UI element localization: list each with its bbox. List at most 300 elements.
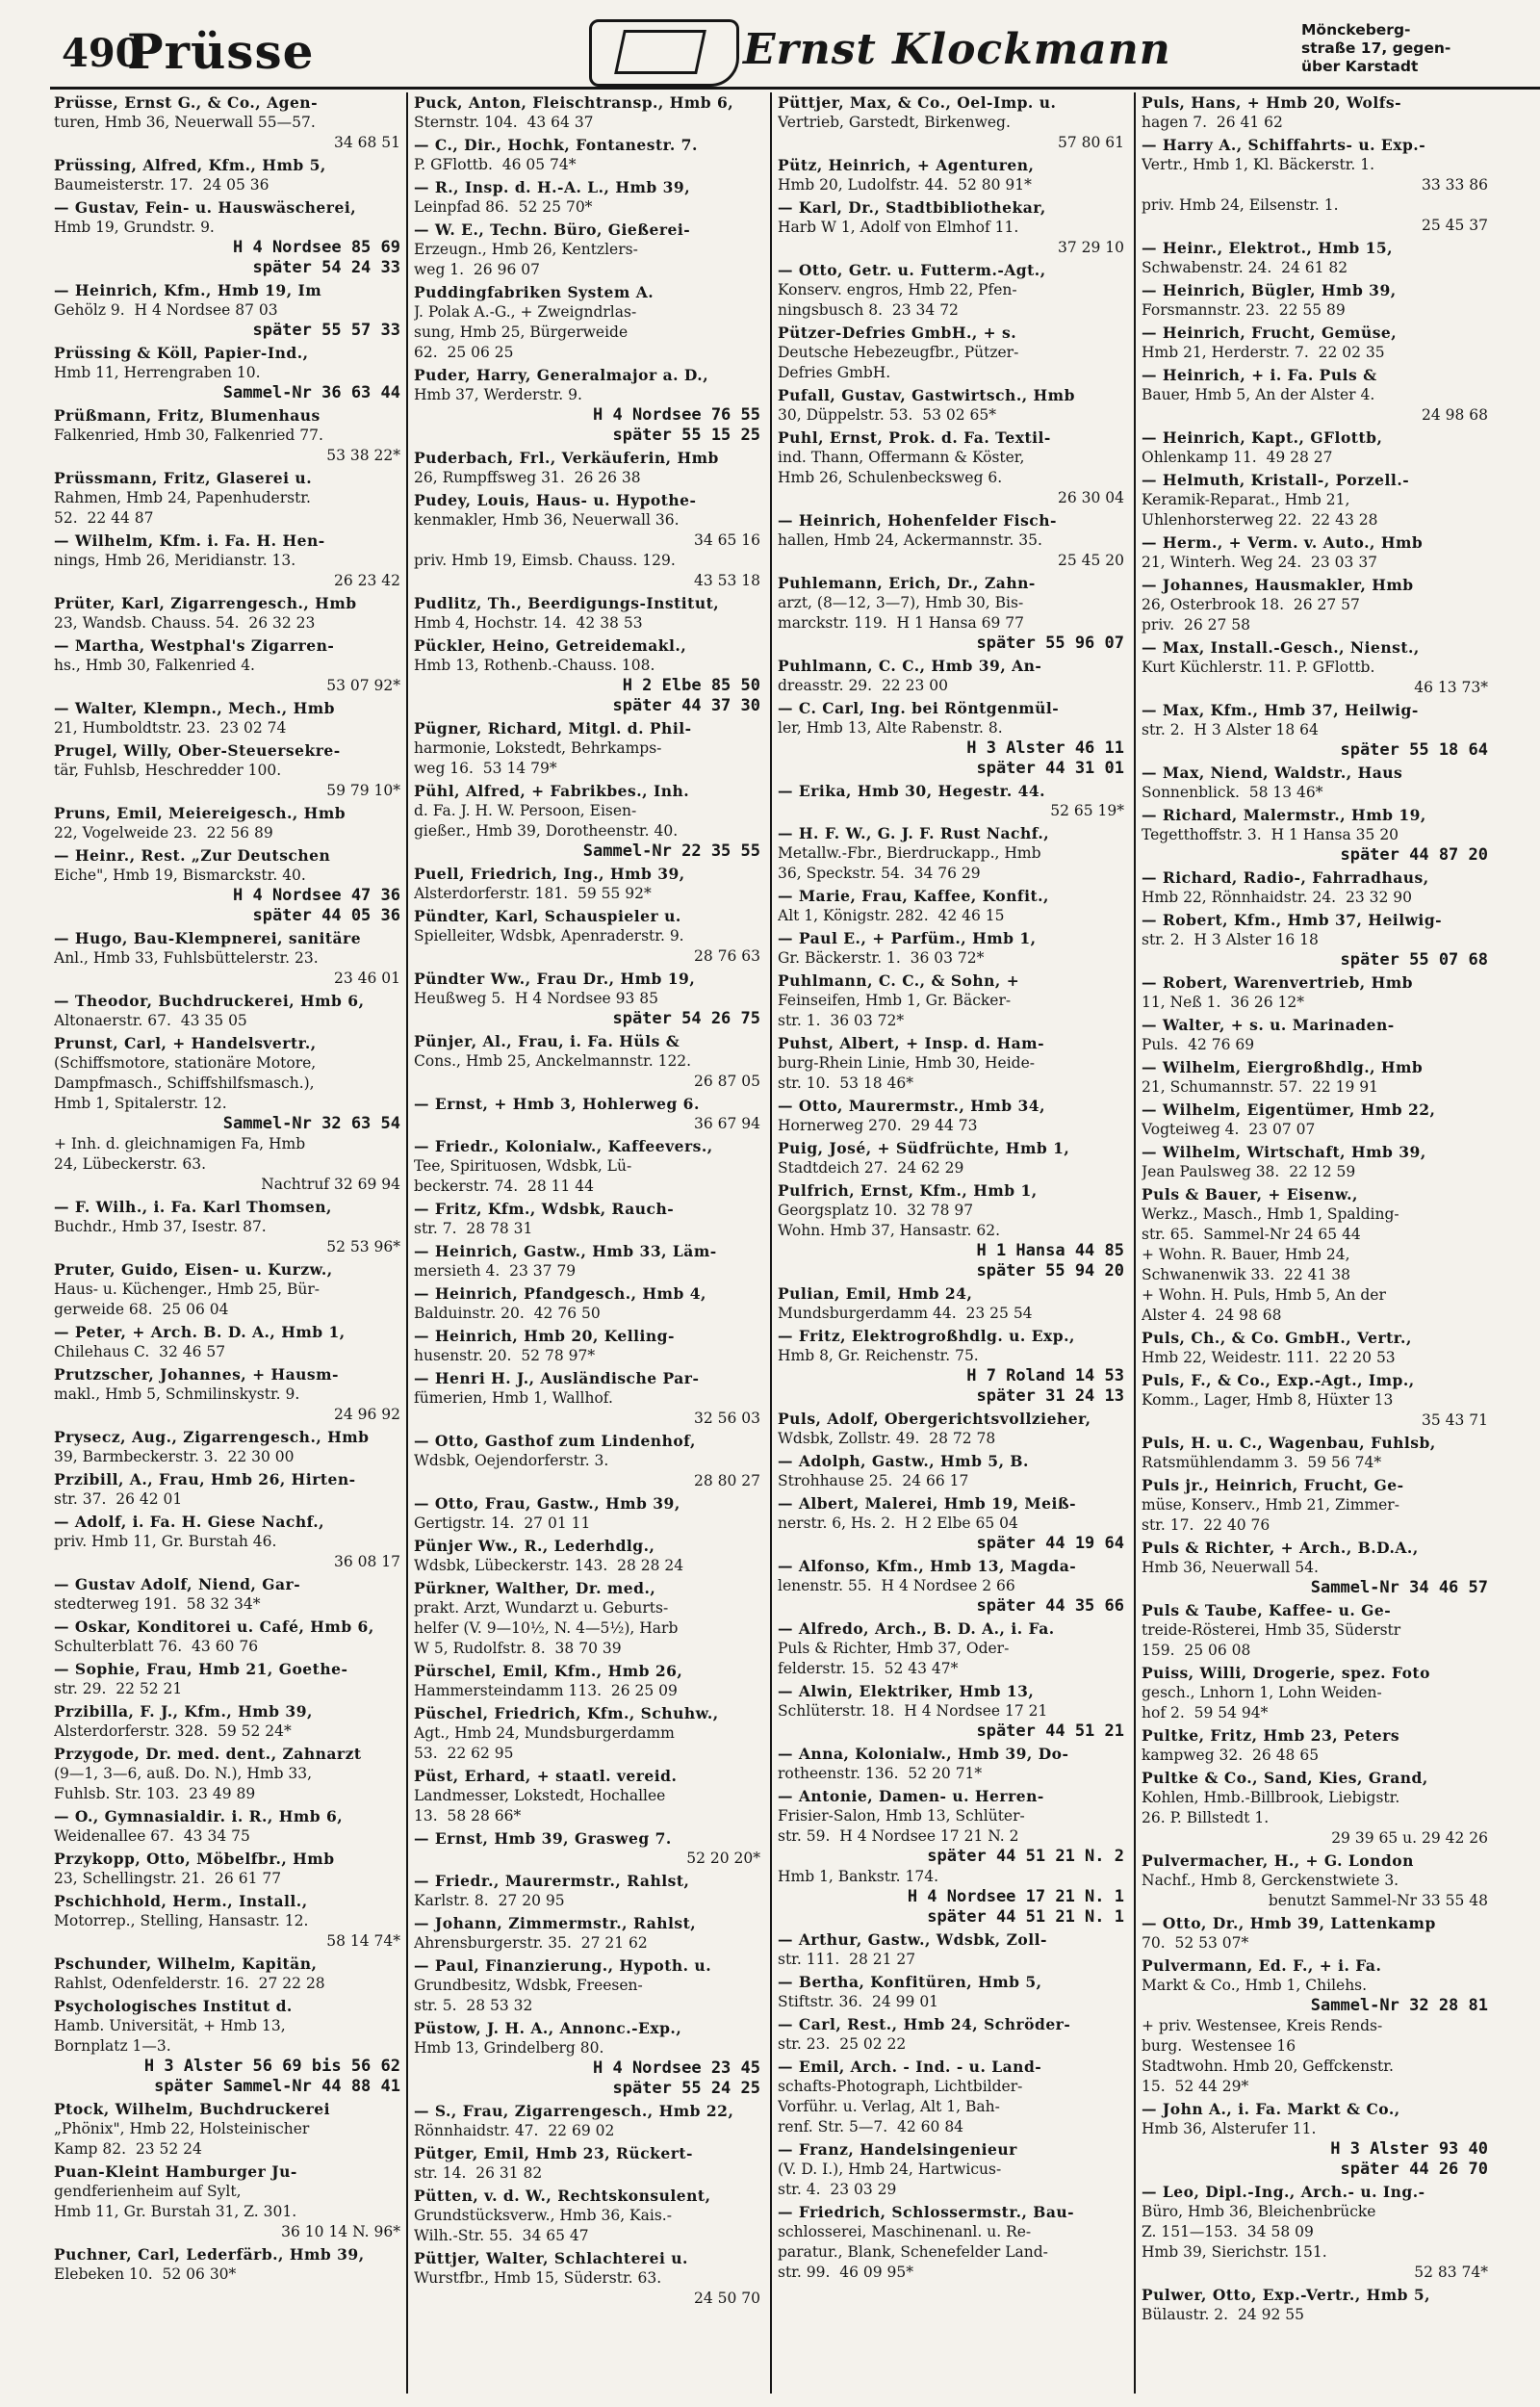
entry-line: weg 1. 26 96 07 [414,261,540,278]
entry-line: schlosserei, Maschinenanl. u. Re- [778,2223,1032,2240]
entry-line: — Heinrich, + i. Fa. Puls & [1142,366,1377,384]
directory-entry [778,2202,1124,2283]
entry-line: Wilh.-Str. 55. 34 65 47 [414,2227,589,2244]
entry-line: Hmb 19, Grundstr. 9. [54,219,215,236]
page-header [50,17,1540,90]
entry-line: Chilehaus C. 32 46 57 [54,1343,226,1360]
directory-entry [1142,1663,1488,1723]
directory-entry [1142,972,1488,1013]
entry-line: Pündter Ww., Frau Dr., Hmb 19, [414,970,696,988]
entry-line: — Harry A., Schiffahrts- u. Exp.- [1142,136,1426,154]
entry-line: 36 08 17 [333,1553,400,1570]
entry-line: Püttjer, Max, & Co., Oel-Imp. u. [778,93,1057,112]
entry-line: P. GFlottb. 46 05 74* [414,156,577,173]
entry-line: Markt & Co., Hmb 1, Chilehs. [1142,1977,1368,1994]
entry-line: Hmb 20, Ludolfstr. 44. 52 80 91* [778,176,1032,194]
entry-line: 39, Barmbeckerstr. 3. 22 30 00 [54,1448,295,1465]
entry-line: Hornerweg 270. 29 44 73 [778,1117,978,1134]
entry-line: 36 10 14 N. 96* [281,2223,400,2240]
entry-line: Deutsche Hebezeugfbr., Pützer- [778,344,1019,361]
directory-entry [778,1929,1124,1970]
entry-line: 62. 25 06 25 [414,344,514,361]
entry-line: — Herm., + Verm. v. Auto., Hmb [1142,533,1424,552]
entry-line: Pulvermann, Ed. F., + i. Fa. [1142,1956,1382,1975]
entry-line: Puls, Ch., & Co. GmbH., Vertr., [1142,1329,1412,1347]
entry-line: Hmb 22, Weidestr. 111. 22 20 53 [1142,1349,1396,1366]
entry-line: — W. E., Techn. Büro, Gießerei- [414,220,691,239]
entry-line: später 44 05 36 [252,906,400,925]
entry-line: Elebeken 10. 52 06 30* [54,2265,237,2283]
entry-line: Werkz., Masch., Hmb 1, Spalding- [1142,1205,1399,1223]
entry-line: später 44 51 21 N. 2 [927,1847,1124,1866]
entry-line: später 55 94 20 [976,1261,1124,1281]
entry-line: — R., Insp. d. H.-A. L., Hmb 39, [414,178,691,196]
entry-line: 23, Wandsb. Chauss. 54. 26 32 23 [54,614,316,632]
entry-line: kampweg 32. 26 48 65 [1142,1747,1320,1764]
entry-line: str. 37. 26 42 01 [54,1490,183,1508]
entry-line: renf. Str. 5—7. 42 60 84 [778,2118,964,2135]
entry-line: — Wilhelm, Eigentümer, Hmb 22, [1142,1100,1436,1119]
directory-entry [54,1322,400,1362]
directory-entry [414,593,760,634]
directory-entry [414,220,760,280]
entry-line: 26, Rumpffsweg 31. 26 26 38 [414,469,641,486]
directory-entry [414,2018,760,2099]
entry-line: str. 23. 25 02 22 [778,2035,907,2053]
entry-line: 35 43 71 [1421,1411,1488,1429]
entry-line: Dampfmasch., Schiffshilfsmasch.), [54,1074,315,1092]
directory-entry [54,1427,400,1467]
entry-line: W 5, Rudolfstr. 8. 38 70 39 [414,1640,622,1657]
entry-line: str. 111. 28 21 27 [778,1951,916,1968]
entry-line: helfer (V. 9—10½, N. 4—5½), Harb [414,1619,679,1637]
entry-line: ler, Hmb 13, Alte Rabenstr. 8. [778,719,1003,737]
entry-line: str. 2. H 3 Alster 16 18 [1142,931,1319,948]
entry-line: Defries GmbH. [778,364,891,381]
entry-line: Pürschel, Emil, Kfm., Hmb 26, [414,1662,683,1680]
entry-line: Hmb 36, Alsterufer 11. [1142,2120,1317,2137]
entry-line: — Peter, + Arch. B. D. A., Hmb 1, [54,1323,346,1341]
entry-line: Feinseifen, Hmb 1, Gr. Bäcker- [778,992,1012,1009]
entry-line: — Friedr., Maurermstr., Rahlst, [414,1872,690,1890]
directory-entry [1142,763,1488,803]
entry-line: 36, Speckstr. 54. 34 76 29 [778,865,981,882]
directory-column-3 [778,92,1124,2394]
header-advertisement [589,19,1540,81]
directory-entry [778,886,1124,926]
entry-line: 46 13 73* [1414,679,1488,696]
entry-line: dreasstr. 29. 22 23 00 [778,677,948,694]
entry-line: 26. P. Billstedt 1. [1142,1809,1270,1826]
entry-line: str. 4. 23 03 29 [778,2181,897,2198]
entry-line: — Alfredo, Arch., B. D. A., i. Fa. [778,1619,1055,1638]
entry-line: — Johann, Zimmermstr., Rahlst, [414,1914,697,1932]
entry-line: Kohlen, Hmb.-Billbrook, Liebigstr. [1142,1789,1400,1806]
directory-entry [54,698,400,738]
directory-entry [1142,470,1488,531]
entry-line: — Heinrich, Kfm., Hmb 19, Im [54,281,322,299]
entry-line: 26 87 05 [693,1073,760,1090]
entry-line: 26, Osterbrook 18. 26 27 57 [1142,596,1360,613]
entry-line: Spielleiter, Wdsbk, Apenraderstr. 9. [414,927,684,945]
entry-line: Hmb 11, Herrengraben 10. [54,364,261,381]
directory-entry [414,1703,760,1764]
entry-line: Prugel, Willy, Ober-Steuersekre- [54,741,341,760]
directory-entry [1142,1768,1488,1849]
entry-line: — F. Wilh., i. Fa. Karl Thomsen, [54,1198,332,1216]
entry-line: Puan-Kleint Hamburger Ju- [54,2162,297,2181]
entry-line: Pudlitz, Th., Beerdigungs-Institut, [414,594,720,612]
directory-entry [778,1744,1124,1784]
entry-line: Pulfrich, Ernst, Kfm., Hmb 1, [778,1181,1038,1200]
entry-line: str. 17. 22 40 76 [1142,1516,1270,1534]
entry-line: mersieth 4. 23 37 79 [414,1262,577,1280]
directory-entry [414,1326,760,1366]
entry-line: Pündter, Karl, Schauspieler u. [414,907,681,925]
entry-line: str. 65. Sammel-Nr 24 65 44 [1142,1226,1361,1243]
directory-entry [54,1659,400,1699]
directory-entry [54,197,400,278]
directory-entry [54,1259,400,1320]
entry-line: 53 38 22* [326,447,400,464]
entry-line: husenstr. 20. 52 78 97* [414,1347,596,1364]
entry-line: 53 07 92* [326,677,400,694]
directory-entry [1142,2099,1488,2180]
entry-line: Tee, Spirituosen, Wdsbk, Lü- [414,1157,632,1175]
directory-entry [778,2139,1124,2200]
entry-line: 22, Vogelweide 23. 22 56 89 [54,824,273,841]
entry-line: Wurstfbr., Hmb 15, Süderstr. 63. [414,2269,662,2287]
directory-entry [414,1241,760,1281]
entry-line: 28 76 63 [693,947,760,965]
entry-line: 23, Schellingstr. 21. 26 61 77 [54,1870,282,1887]
entry-line: Stiftstr. 36. 24 99 01 [778,1993,939,2010]
directory-entry [54,1996,400,2097]
entry-line: Prüssing & Köll, Papier-Ind., [54,344,309,362]
entry-line: Ratsmühlendamm 3. 59 56 74* [1142,1454,1382,1471]
entry-line: — Heinrich, Pfandgesch., Hmb 4, [414,1284,706,1303]
entry-line: Puhlmann, C. C., Hmb 39, An- [778,657,1042,675]
entry-line: Sammel-Nr 22 35 55 [582,841,760,861]
entry-line: — Friedrich, Schlossermstr., Bau- [778,2203,1075,2221]
entry-line: treide-Rösterei, Hmb 35, Süderstr [1142,1621,1401,1639]
entry-line: Mundsburgerdamm 44. 23 25 54 [778,1305,1033,1322]
directory-entry [778,823,1124,884]
entry-line: — Henri H. J., Ausländische Par- [414,1369,700,1387]
entry-line: Pulwer, Otto, Exp.-Vertr., Hmb 5, [1142,2286,1431,2304]
entry-line: — Otto, Dr., Hmb 39, Lattenkamp [1142,1914,1436,1932]
directory-entry [778,1972,1124,2012]
directory-entry [1142,1725,1488,1766]
entry-line: weg 16. 53 14 79* [414,760,557,777]
entry-line: makl., Hmb 5, Schmilinskystr. 9. [54,1385,300,1403]
entry-line: — Heinrich, Hohenfelder Fisch- [778,511,1057,530]
entry-line: 34 65 16 [693,531,760,549]
entry-line: Gertigstr. 14. 27 01 11 [414,1514,591,1532]
entry-line: — Wilhelm, Kfm. i. Fa. H. Hen- [54,531,325,550]
entry-line: 33 33 86 [1421,176,1488,194]
directory-entry [414,1578,760,1659]
directory-entry [1142,1142,1488,1182]
entry-line: Puls & Richter, Hmb 37, Oder- [778,1640,1010,1657]
entry-line: Metallw.-Fbr., Bierdruckapp., Hmb [778,844,1041,862]
entry-line: 36 67 94 [693,1115,760,1132]
entry-line: Pünjer, Al., Frau, i. Fa. Hüls & [414,1032,680,1050]
directory-entry [778,656,1124,696]
entry-line: burg. Westensee 16 [1142,2037,1296,2055]
directory-entry [414,718,760,779]
directory-entry [54,1617,400,1657]
directory-entry [414,864,760,904]
directory-entry [54,1364,400,1425]
directory-entry [54,1891,400,1952]
entry-line: Z. 151—153. 34 58 09 [1142,2223,1314,2240]
entry-line: Bauer, Hmb 5, An der Alster 4. [1142,386,1375,403]
entry-line: Pultke, Fritz, Hmb 23, Peters [1142,1726,1400,1745]
entry-line: sung, Hmb 25, Bürgerweide [414,324,629,341]
entry-line: Grundstücksverw., Hmb 36, Kais.- [414,2207,672,2224]
entry-line: — Oskar, Konditorei u. Café, Hmb 6, [54,1618,374,1636]
entry-line: Agt., Hmb 24, Mundsburgerdamm [414,1724,675,1742]
directory-entry [1142,1538,1488,1598]
entry-line: 70. 52 53 07* [1142,1934,1249,1952]
directory-entry [778,92,1124,153]
entry-line: — Alfonso, Kfm., Hmb 13, Magda- [778,1557,1077,1575]
entry-line: Puls jr., Heinrich, Frucht, Ge- [1142,1476,1404,1494]
directory-entry [54,1954,400,1994]
directory-entry [1142,867,1488,908]
entry-line: später 55 15 25 [612,426,760,445]
entry-line: str. 1. 36 03 72* [778,1012,905,1029]
directory-entry [1142,2182,1488,2283]
entry-line: — John A., i. Fa. Markt & Co., [1142,2100,1400,2118]
entry-line: 24 96 92 [333,1406,400,1423]
entry-line: Wdsbk, Lübeckerstr. 143. 28 28 24 [414,1557,684,1574]
directory-entry [778,323,1124,383]
entry-line: — C. Carl, Ing. bei Röntgenmül- [778,699,1060,717]
directory-entry [414,1536,760,1576]
entry-line: Pruter, Guido, Eisen- u. Kurzw., [54,1260,333,1279]
entry-line: Puls, Hans, + Hmb 20, Wolfs- [1142,93,1402,112]
entry-line: gerweide 68. 25 06 04 [54,1301,229,1318]
entry-line: — Bertha, Konfitüren, Hmb 5, [778,1973,1042,1991]
entry-line: Puchner, Carl, Lederfärb., Hmb 39, [54,2245,365,2264]
entry-line: hof 2. 59 54 94* [1142,1704,1269,1721]
entry-line: Hammersteindamm 113. 26 25 09 [414,1682,678,1699]
advert-address-line: über Karstadt [1301,58,1419,75]
directory-entry [414,906,760,967]
entry-line: Frisier-Salon, Hmb 13, Schlüter- [778,1807,1025,1825]
directory-entry [778,1451,1124,1491]
entry-line: Nachtruf 32 69 94 [261,1176,400,1193]
column-divider [406,92,408,2394]
entry-line: H 1 Hansa 44 85 [976,1241,1124,1260]
entry-line: — Richard, Radio-, Fahrradhaus, [1142,868,1429,887]
directory-entry [778,698,1124,779]
entry-line: turen, Hmb 36, Neuerwall 55—57. [54,114,316,131]
entry-line: H 4 Nordsee 85 69 [233,238,400,257]
entry-line: Püst, Erhard, + staatl. vereid. [414,1767,678,1785]
entry-line: paratur., Blank, Schenefelder Land- [778,2243,1048,2261]
entry-line: Hmb 13, Rothenb.-Chauss. 108. [414,657,655,674]
directory-entry [414,177,760,218]
entry-line: H 4 Nordsee 76 55 [593,405,760,425]
entry-line: Eiche", Hmb 19, Bismarckstr. 40. [54,867,306,884]
directory-entry [1142,92,1488,133]
entry-line: 21, Schumannstr. 57. 22 19 91 [1142,1078,1379,1096]
entry-line: (9—1, 3—6, auß. Do. N.), Hmb 33, [54,1765,313,1782]
entry-line: Ptock, Wilhelm, Buchdruckerei [54,2100,331,2118]
entry-line: Pruns, Emil, Meiereigesch., Hmb [54,804,346,822]
directory-entry [778,1409,1124,1449]
directory-entry [778,510,1124,571]
entry-line: Kurt Küchlerstr. 11. P. GFlottb. [1142,659,1375,676]
entry-line: Alster 4. 24 98 68 [1142,1307,1282,1324]
directory-entry [1142,1100,1488,1140]
directory-entry [414,1368,760,1429]
entry-line: später 55 24 25 [612,2079,760,2098]
entry-line: Puls, H. u. C., Wagenbau, Fuhlsb, [1142,1434,1436,1452]
entry-line: Pudey, Louis, Haus- u. Hypothe- [414,491,697,509]
entry-line: Jean Paulsweg 38. 22 12 59 [1142,1163,1356,1180]
entry-line: 21, Winterh. Weg 24. 23 03 37 [1142,554,1378,571]
entry-line: Hmb 21, Herderstr. 7. 22 02 35 [1142,344,1385,361]
directory-entry [54,1574,400,1615]
entry-line: — Gustav, Fein- u. Hauswäscherei, [54,198,357,217]
directory-entry [54,1033,400,1195]
directory-entry [778,2014,1124,2055]
entry-line: Hmb 13, Grindelberg 80. [414,2039,604,2057]
entry-line: rotheenstr. 136. 52 20 71* [778,1765,983,1782]
directory-entry [54,2161,400,2242]
entry-line: gesch., Lnhorn 1, Lohn Weiden- [1142,1684,1382,1701]
entry-line: später 44 37 30 [612,696,760,715]
entry-line: 52 20 20* [686,1850,760,1867]
directory-entry [1142,323,1488,363]
entry-line: Ohlenkamp 11. 49 28 27 [1142,449,1333,466]
directory-entry [1142,700,1488,761]
entry-line: Wdsbk, Oejendorferstr. 3. [414,1452,609,1469]
entry-line: Sammel-Nr 32 28 81 [1310,1996,1488,2015]
entry-line: Puck, Anton, Fleischtransp., Hmb 6, [414,93,734,112]
directory-entry [1142,365,1488,426]
entry-line: H 4 Nordsee 17 21 N. 1 [907,1887,1124,1906]
directory-entry [414,969,760,1029]
directory-entry [414,1031,760,1092]
directory-entry [1142,1057,1488,1098]
entry-line: Bülaustr. 2. 24 92 55 [1142,2306,1304,2323]
entry-line: beckerstr. 74. 28 11 44 [414,1178,595,1195]
entry-line: — Heinrich, Hmb 20, Kelling- [414,1327,675,1345]
entry-line: 23 46 01 [333,970,400,987]
entry-line: — Ernst, + Hmb 3, Hohlerweg 6. [414,1095,700,1113]
entry-line: Hmb 36, Neuerwall 54. [1142,1559,1319,1576]
entry-line: Pufall, Gustav, Gastwirtsch., Hmb [778,386,1075,404]
entry-line: Konserv. engros, Hmb 22, Pfen- [778,281,1017,298]
directory-entry [1142,1600,1488,1661]
entry-line: 13. 58 28 66* [414,1807,522,1825]
entry-line: prakt. Arzt, Wundarzt u. Geburts- [414,1599,669,1617]
directory-entry [54,2099,400,2160]
entry-line: Anl., Hmb 33, Fuhlsbüttelerstr. 23. [54,949,319,967]
entry-line: Schulterblatt 76. 43 60 76 [54,1638,259,1655]
column-divider [1134,92,1136,2394]
entry-line: — Gustav Adolf, Niend, Gar- [54,1575,301,1593]
entry-line: Georgsplatz 10. 32 78 97 [778,1202,974,1219]
entry-line: Forsmannstr. 23. 22 55 89 [1142,301,1346,319]
entry-line: Hmb 8, Gr. Reichenstr. 75. [778,1347,979,1364]
entry-line: Vertrieb, Garstedt, Birkenweg. [778,114,1011,131]
entry-line: Wohn. Hmb 37, Hansastr. 62. [778,1222,1001,1239]
entry-line: Harb W 1, Adolf von Elmhof 11. [778,219,1019,236]
entry-line: Hmb 37, Werderstr. 9. [414,386,582,403]
entry-line: — Heinr., Rest. „Zur Deutschen [54,846,331,865]
entry-line: Tegetthoffstr. 3. H 1 Hansa 35 20 [1142,826,1399,843]
entry-line: Kamp 82. 23 52 24 [54,2140,202,2158]
entry-line: Rönnhaidstr. 47. 22 69 02 [414,2122,615,2139]
entry-line: Hmb 4, Hochstr. 14. 42 38 53 [414,614,643,632]
page-number: 490 [62,31,142,76]
directory-entry [1142,1370,1488,1431]
entry-line: — Arthur, Gastw., Wdsbk, Zoll- [778,1930,1047,1949]
entry-line: Pützer-Defries GmbH., + s. [778,324,1017,342]
entry-line: priv. Hmb 11, Gr. Burstah 46. [54,1533,277,1550]
entry-line: Motorrep., Stelling, Hansastr. 12. [54,1912,309,1929]
directory-entry [54,468,400,529]
entry-line: — Adolph, Gastw., Hmb 5, B. [778,1452,1029,1470]
entry-line: Hmb 39, Sierichstr. 151. [1142,2243,1327,2261]
entry-line: Nachf., Hmb 8, Gerckenstwiete 3. [1142,1872,1399,1889]
entry-line: später Sammel-Nr 44 88 41 [154,2077,400,2096]
entry-line: — Robert, Kfm., Hmb 37, Heilwig- [1142,911,1443,929]
directory-entry [1142,1475,1488,1536]
directory-entry [414,2186,760,2246]
entry-line: Sternstr. 104. 43 64 37 [414,114,594,131]
entry-line: str. 29. 22 52 21 [54,1680,183,1697]
entry-line: H 2 Elbe 85 50 [622,676,760,695]
entry-line: Pügner, Richard, Mitgl. d. Phil- [414,719,692,738]
directory-entry [54,928,400,989]
entry-line: — C., Dir., Hochk, Fontanestr. 7. [414,136,698,154]
entry-line: harmonie, Lokstedt, Behrkamps- [414,739,662,757]
entry-line: Pürkner, Walther, Dr. med., [414,1579,656,1597]
entry-line: — Heinrich, Bügler, Hmb 39, [1142,281,1397,299]
entry-line: — Alwin, Elektriker, Hmb 13, [778,1682,1035,1700]
entry-line: Uhlenhorsterweg 22. 22 43 28 [1142,511,1378,529]
directory-column-1 [54,92,400,2394]
entry-line: Przibilla, F. J., Kfm., Hmb 39, [54,1702,313,1721]
directory-entry [414,92,760,133]
directory-entry [54,92,400,153]
directory-entry [54,1469,400,1510]
entry-line: Pütz, Heinrich, + Agenturen, [778,156,1035,174]
entry-line: str. 14. 26 31 82 [414,2164,543,2182]
entry-line: — Max, Kfm., Hmb 37, Heilwig- [1142,701,1419,719]
directory-entry [778,1556,1124,1617]
entry-line: priv. Hmb 24, Eilsenstr. 1. [1142,196,1339,214]
entry-line: Ahrensburgerstr. 35. 27 21 62 [414,1934,648,1952]
directory-entry [1142,1433,1488,1473]
entry-line: Püstow, J. H. A., Annonc.-Exp., [414,2019,682,2037]
entry-line: Vorführ. u. Verlag, Alt 1, Bah- [778,2098,1000,2115]
advert-address-line: Mönckeberg- [1301,21,1411,39]
directory-entry [778,1618,1124,1679]
directory-entry [1142,135,1488,236]
directory-entry [778,1180,1124,1281]
entry-line: stedterweg 191. 58 32 34* [54,1595,261,1613]
entry-line: str. 5. 28 53 32 [414,1997,533,2014]
entry-line: später 44 51 21 N. 1 [927,1907,1124,1927]
